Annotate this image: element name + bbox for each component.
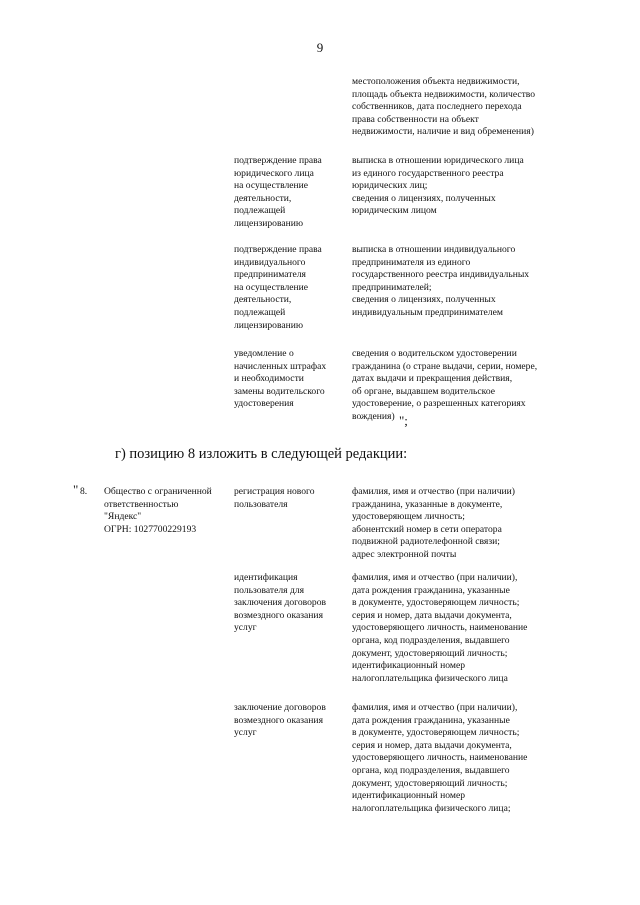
row-purpose-legal-entity: подтверждение права юридического лица на осуществление деятельности, подлежащей лицензированию bbox=[234, 155, 322, 229]
row-data-entrepreneur: выписка в отношении индивидуального предпринимателя из единого государственного реестра индивидуальных предпринимателей; сведения о лицензиях, полученных индивидуальным предпринимателем bbox=[352, 244, 530, 318]
page-number: 9 bbox=[316, 40, 324, 55]
section-heading: г) позицию 8 изложить в следующей редакции: bbox=[115, 446, 408, 462]
carry-over-text: местоположения объекта недвижимости, площадь объекта недвижимости, количество собственников, дата последнего перехода права собственности на объект недвижимости, наличие и вид обременения) bbox=[352, 76, 536, 138]
organization-name: Общество с ограниченной ответственностью "Яндекс" ОГРН: 1027700229193 bbox=[104, 486, 212, 535]
closing-quote: "; bbox=[399, 413, 408, 428]
row-data-legal-entity: выписка в отношении юридического лица из единого государственного реестра юридических лиц; сведения о лицензиях, полученных юридическим лицом bbox=[352, 155, 524, 217]
position-number: 8. bbox=[80, 486, 88, 497]
row-purpose-registration: регистрация нового пользователя bbox=[234, 486, 315, 510]
row-purpose-fines: уведомление о начисленных штрафах и необходимости замены водительского удостоверения bbox=[234, 348, 327, 410]
opening-quote: " bbox=[73, 482, 79, 497]
row-data-identification: фамилия, имя и отчество (при наличии), дата рождения гражданина, указанные в документе, удостоверяющем личность; серия и номер, дата выдачи документа, удостоверяющего личность, наименование органа, код подразделения, выдавшего документ, удостоверяющий личность; идентификационный номер налогоплательщика физического лица bbox=[352, 572, 528, 684]
row-purpose-identification: идентификация пользователя для заключения договоров возмездного оказания услуг bbox=[234, 572, 327, 634]
row-data-registration: фамилия, имя и отчество (при наличии) гражданина, указанные в документе, удостоверяющем личность; абонентский номер в сети оператора подвижной радиотелефонной связи; адрес электронной почты bbox=[352, 486, 516, 560]
row-purpose-entrepreneur: подтверждение права индивидуального предпринимателя на осуществление деятельности, подлежащей лицензированию bbox=[234, 244, 322, 331]
row-purpose-contracts: заключение договоров возмездного оказания услуг bbox=[234, 702, 326, 739]
row-data-fines: сведения о водительском удостоверении гражданина (о стране выдачи, серии, номере, датах выдачи и прекращения действия, об органе, выдавшем водительское удостоверение, о разрешенных категориях вождения) bbox=[352, 348, 538, 422]
row-data-contracts: фамилия, имя и отчество (при наличии), дата рождения гражданина, указанные в документе, удостоверяющем личность; серия и номер, дата выдачи документа, удостоверяющего личность, наименование органа, код подразделения, выдавшего документ, удостоверяющий личность; идентификационный номер налогоплательщика физического лица; bbox=[352, 702, 528, 814]
